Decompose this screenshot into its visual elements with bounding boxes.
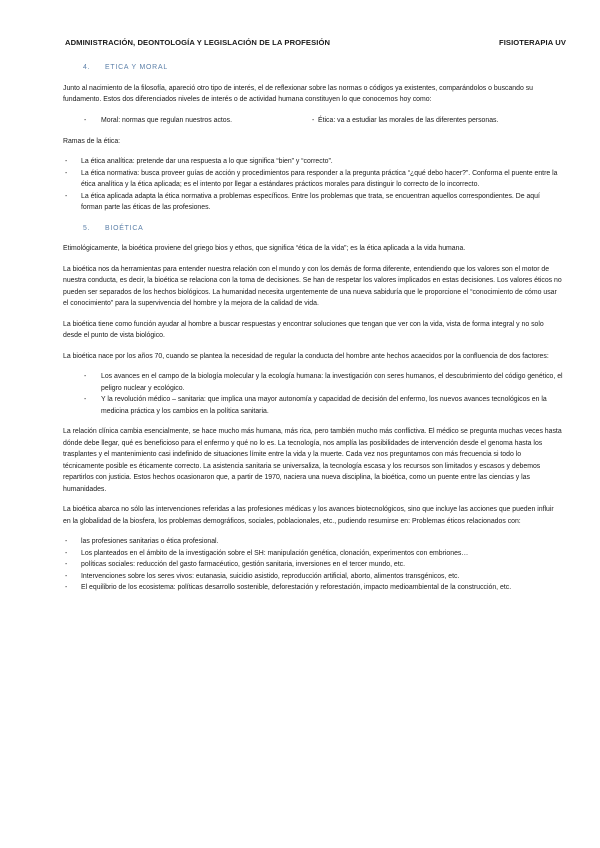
- list-item: - Intervenciones sobre los seres vivos: eutanasia, suicidio asistido, reproducción artificial, aborto, alimentos transgénicos, etc.: [63, 571, 563, 583]
- section-heading-5: [63, 223, 563, 235]
- header-course-title: ADMINISTRACIÓN, DEONTOLOGÍA Y LEGISLACIÓN DE LA PROFESIÓN: [65, 38, 331, 47]
- paragraph: La bioética abarca no sólo las intervenciones referidas a las profesiones médicas y los avances biotecnológicos, sino que incluye las acciones que pueden influir en la globalidad de la biosfera, los problemas demográficos, sociales, poblacionales, etc., pudiendo resumirse en: Problemas éticos relacionados con:: [63, 506, 554, 525]
- list-item-etica: - Ética: va a estudiar las morales de las diferentes personas.: [312, 115, 498, 127]
- header-degree: FISIOTERAPIA UV: [498, 38, 566, 47]
- ramas-list: [63, 156, 563, 214]
- list-item: - Y la revolución médico – sanitaria: que implica una mayor autonomía y capacidad de decisión del enfermo, los nuevos avances tecnológicos en la medicina práctica y los cambios en la política sanitaria.: [63, 394, 563, 417]
- list-item: - La ética normativa: busca proveer guías de acción y procedimientos para responder a la pregunta práctica “¿qué debo hacer?”. Conforma el puente entre la ética analítica y la ética aplicada; es el intento por llegar a estándares prácticos morales para distinguir lo correcto de lo incorrecto.: [63, 168, 563, 191]
- section-title: BIOÉTICA: [105, 224, 144, 232]
- paragraph: La bioética nos da herramientas para entender nuestra relación con el mundo y con los demás de forma diferente, entendiendo que los valores son el motor de nuestra conducta, es decir, la bioética se relaciona con la toma de decisiones. Se han de respetar los valores implicados en estas decisiones. Los valores éticos no pueden ser separados de los hechos biológicos. La humanidad necesita urgentemente de una nueva sabiduría que le proporcione el “conocimiento de cómo usar el conocimiento” para la supervivencia del hombre y la mejora de la calidad de vida.: [63, 265, 562, 307]
- list-item: - Los avances en el campo de la biología molecular y la ecología humana: la investigación con seres humanos, el descubrimiento del código genético, el peligro nuclear y ecológico.: [63, 371, 563, 394]
- section-title: ETICA Y MORAL: [105, 64, 168, 71]
- factores-list: [63, 371, 563, 417]
- paragraph: La bioética nace por los años 70, cuando se plantea la necesidad de regular la conducta del hombre ante hechos acaecidos por la confluencia de dos factores:: [63, 352, 549, 360]
- moral-etica-list: [63, 115, 563, 127]
- list-item: - las profesiones sanitarias o ética profesional.: [63, 536, 563, 548]
- list-item: - La ética aplicada adapta la ética normativa a problemas específicos. Entre los problemas que trata, se encuentran aquellos correspondientes. De aquí forman parte las éticas de las profesiones.: [63, 191, 563, 214]
- section-number: 4.: [83, 64, 91, 71]
- paragraph: Etimológicamente, la bioética proviene del griego bios y ethos, que significa “ética de la vida”; es la ética aplicada a la vida humana.: [63, 245, 466, 252]
- paragraph: La relación clínica cambia esencialmente, se hace mucho más humana, más rica, pero también mucho más conflictiva. El médico se pregunta muchas veces hasta dónde debe llegar, qué es beneficioso para el enfermo y qué no lo es. La tecnología, nos amplía las posibilidades de intervención desde el genoma hasta los trasplantes y el mantenimiento casi indefinido de situaciones límite entre la vida y la muerte. Cada vez nos preguntamos con más frecuencia si todo lo técnicamente posible es éticamente correcto. La asistencia sanitaria se universaliza, la tecnología escasa y los recursos son limitados y escasos y debemos repartirlos con justicia. Estos hechos ocasionaron que, a partir de 1970, naciera una nueva disciplina, la bioética, como un puente entre las ciencias y las humanidades.: [63, 428, 562, 493]
- section-heading-4: [63, 62, 563, 74]
- list-item: - políticas sociales: reducción del gasto farmacéutico, gestión sanitaria, inversiones en el tercer mundo, etc.: [63, 559, 563, 571]
- list-item-moral: - Moral: normas que regulan nuestros actos.: [84, 115, 232, 127]
- section-number: 5.: [83, 224, 91, 232]
- list-item: - El equilibrio de los ecosistema: políticas desarrollo sostenible, deforestación y reforestación, impacto medioambiental de la construcción, etc.: [63, 582, 563, 594]
- document-body: [63, 62, 563, 603]
- paragraph: La bioética tiene como función ayudar al hombre a buscar respuestas y encontrar soluciones que tengan que ver con la vida, vista de forma integral y no solo desde el punto de vista biológico.: [63, 320, 544, 339]
- paragraph: Junto al nacimiento de la filosofía, apareció otro tipo de interés, el de reflexionar sobre las normas o códigos ya existentes, comparándolos o buscando su fundamento. Estos dos diferenciados niveles de interés o de actividad humana constituyen lo que conocemos hoy como:: [63, 84, 533, 103]
- problemas-list: [63, 536, 563, 594]
- ramas-heading: Ramas de la ética:: [63, 137, 121, 145]
- list-item: - La ética analítica: pretende dar una respuesta a lo que significa “bien” y “correcto”.: [63, 156, 563, 168]
- page-header: [65, 38, 566, 50]
- list-item: - Los planteados en el ámbito de la investigación sobre el SH: manipulación genética, clonación, experimentos con embriones…: [63, 548, 563, 560]
